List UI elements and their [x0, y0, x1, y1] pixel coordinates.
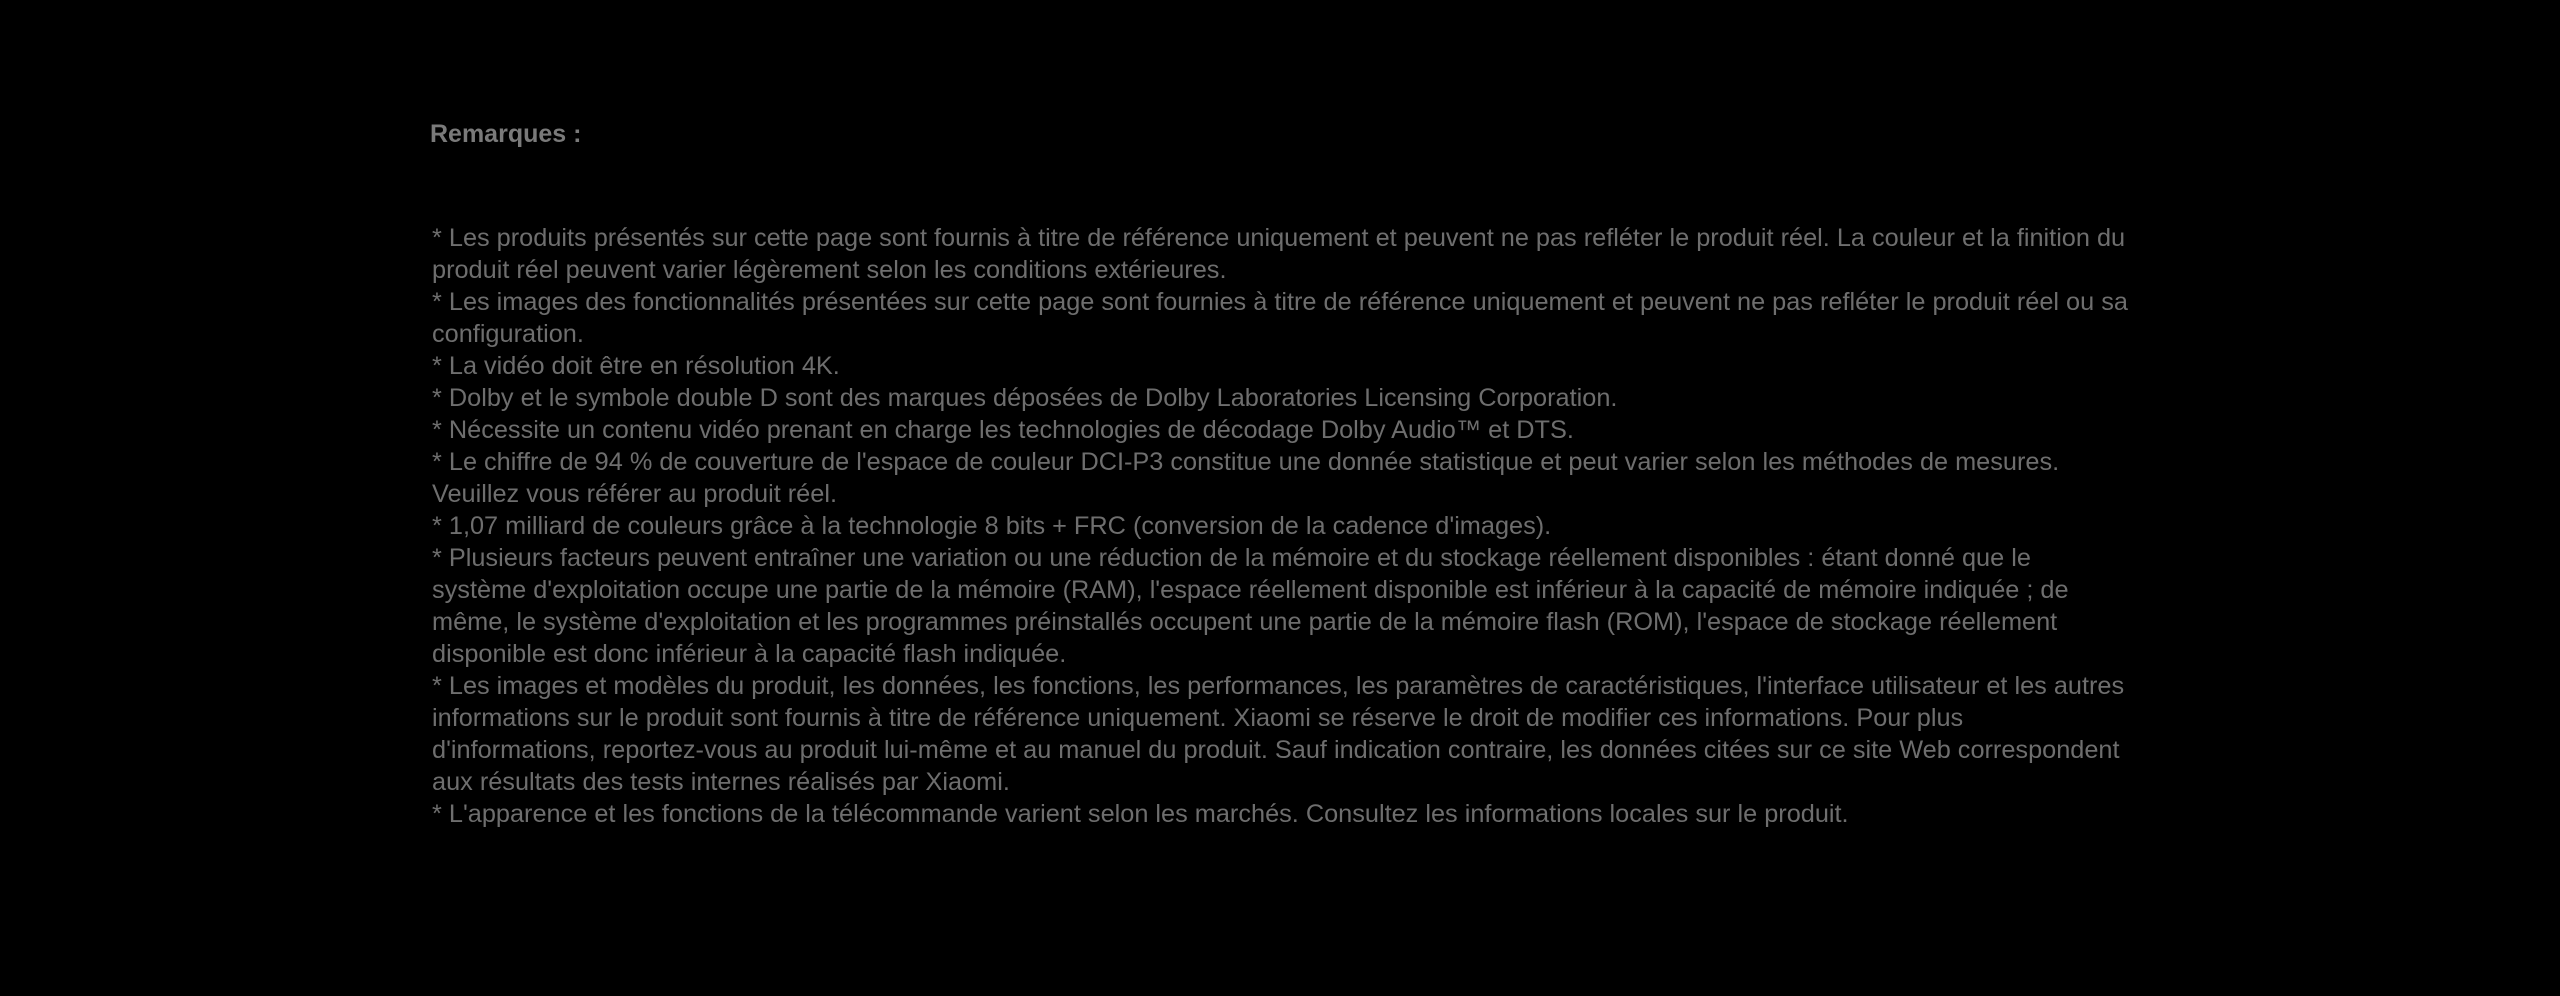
notes-list	[432, 222, 2132, 830]
notes-section	[430, 118, 2130, 828]
note-item: * Les produits présentés sur cette page sont fournis à titre de référence uniquement et peuvent ne pas refléter le produit réel. La couleur et la finition du produit réel peuvent varier légèrement selon les conditions extérieures.	[432, 224, 2126, 284]
note-item: * Plusieurs facteurs peuvent entraîner une variation ou une réduction de la mémoire et du stockage réellement disponibles : étant donné que le système d'exploitation occupe une partie de la mémoire (RAM), l'espace réellement disponible est inférieur à la capacité de mémoire indiquée ; de même, le système d'exploitation et les programmes préinstallés occupent une partie de la mémoire flash (ROM), l'espace de stockage réellement disponible est donc inférieur à la capacité flash indiquée.	[432, 544, 2069, 668]
note-item: * Nécessite un contenu vidéo prenant en charge les technologies de décodage Dolby Audio™ et DTS.	[432, 416, 1574, 444]
notes-title: Remarques :	[430, 120, 582, 148]
note-item: * 1,07 milliard de couleurs grâce à la technologie 8 bits + FRC (conversion de la cadence d'images).	[432, 512, 1552, 540]
note-item: * Dolby et le symbole double D sont des marques déposées de Dolby Laboratories Licensing Corporation.	[432, 384, 1618, 412]
note-item: * La vidéo doit être en résolution 4K.	[432, 352, 840, 380]
note-item: * Le chiffre de 94 % de couverture de l'espace de couleur DCI-P3 constitue une donnée statistique et peut varier selon les méthodes de mesures. Veuillez vous référer au produit réel.	[432, 448, 2060, 508]
note-item: * Les images et modèles du produit, les données, les fonctions, les performances, les paramètres de caractéristiques, l'interface utilisateur et les autres informations sur le produit sont fournis à titre de référence uniquement. Xiaomi se réserve le droit de modifier ces informations. Pour plus d'informations, reportez-vous au produit lui-même et au manuel du produit. Sauf indication contraire, les données citées sur ce site Web correspondent aux résultats des tests internes réalisés par Xiaomi.	[432, 672, 2125, 796]
note-item: * Les images des fonctionnalités présentées sur cette page sont fournies à titre de référence uniquement et peuvent ne pas refléter le produit réel ou sa configuration.	[432, 288, 2128, 348]
note-item: * L'apparence et les fonctions de la télécommande varient selon les marchés. Consultez les informations locales sur le produit.	[432, 800, 1849, 828]
